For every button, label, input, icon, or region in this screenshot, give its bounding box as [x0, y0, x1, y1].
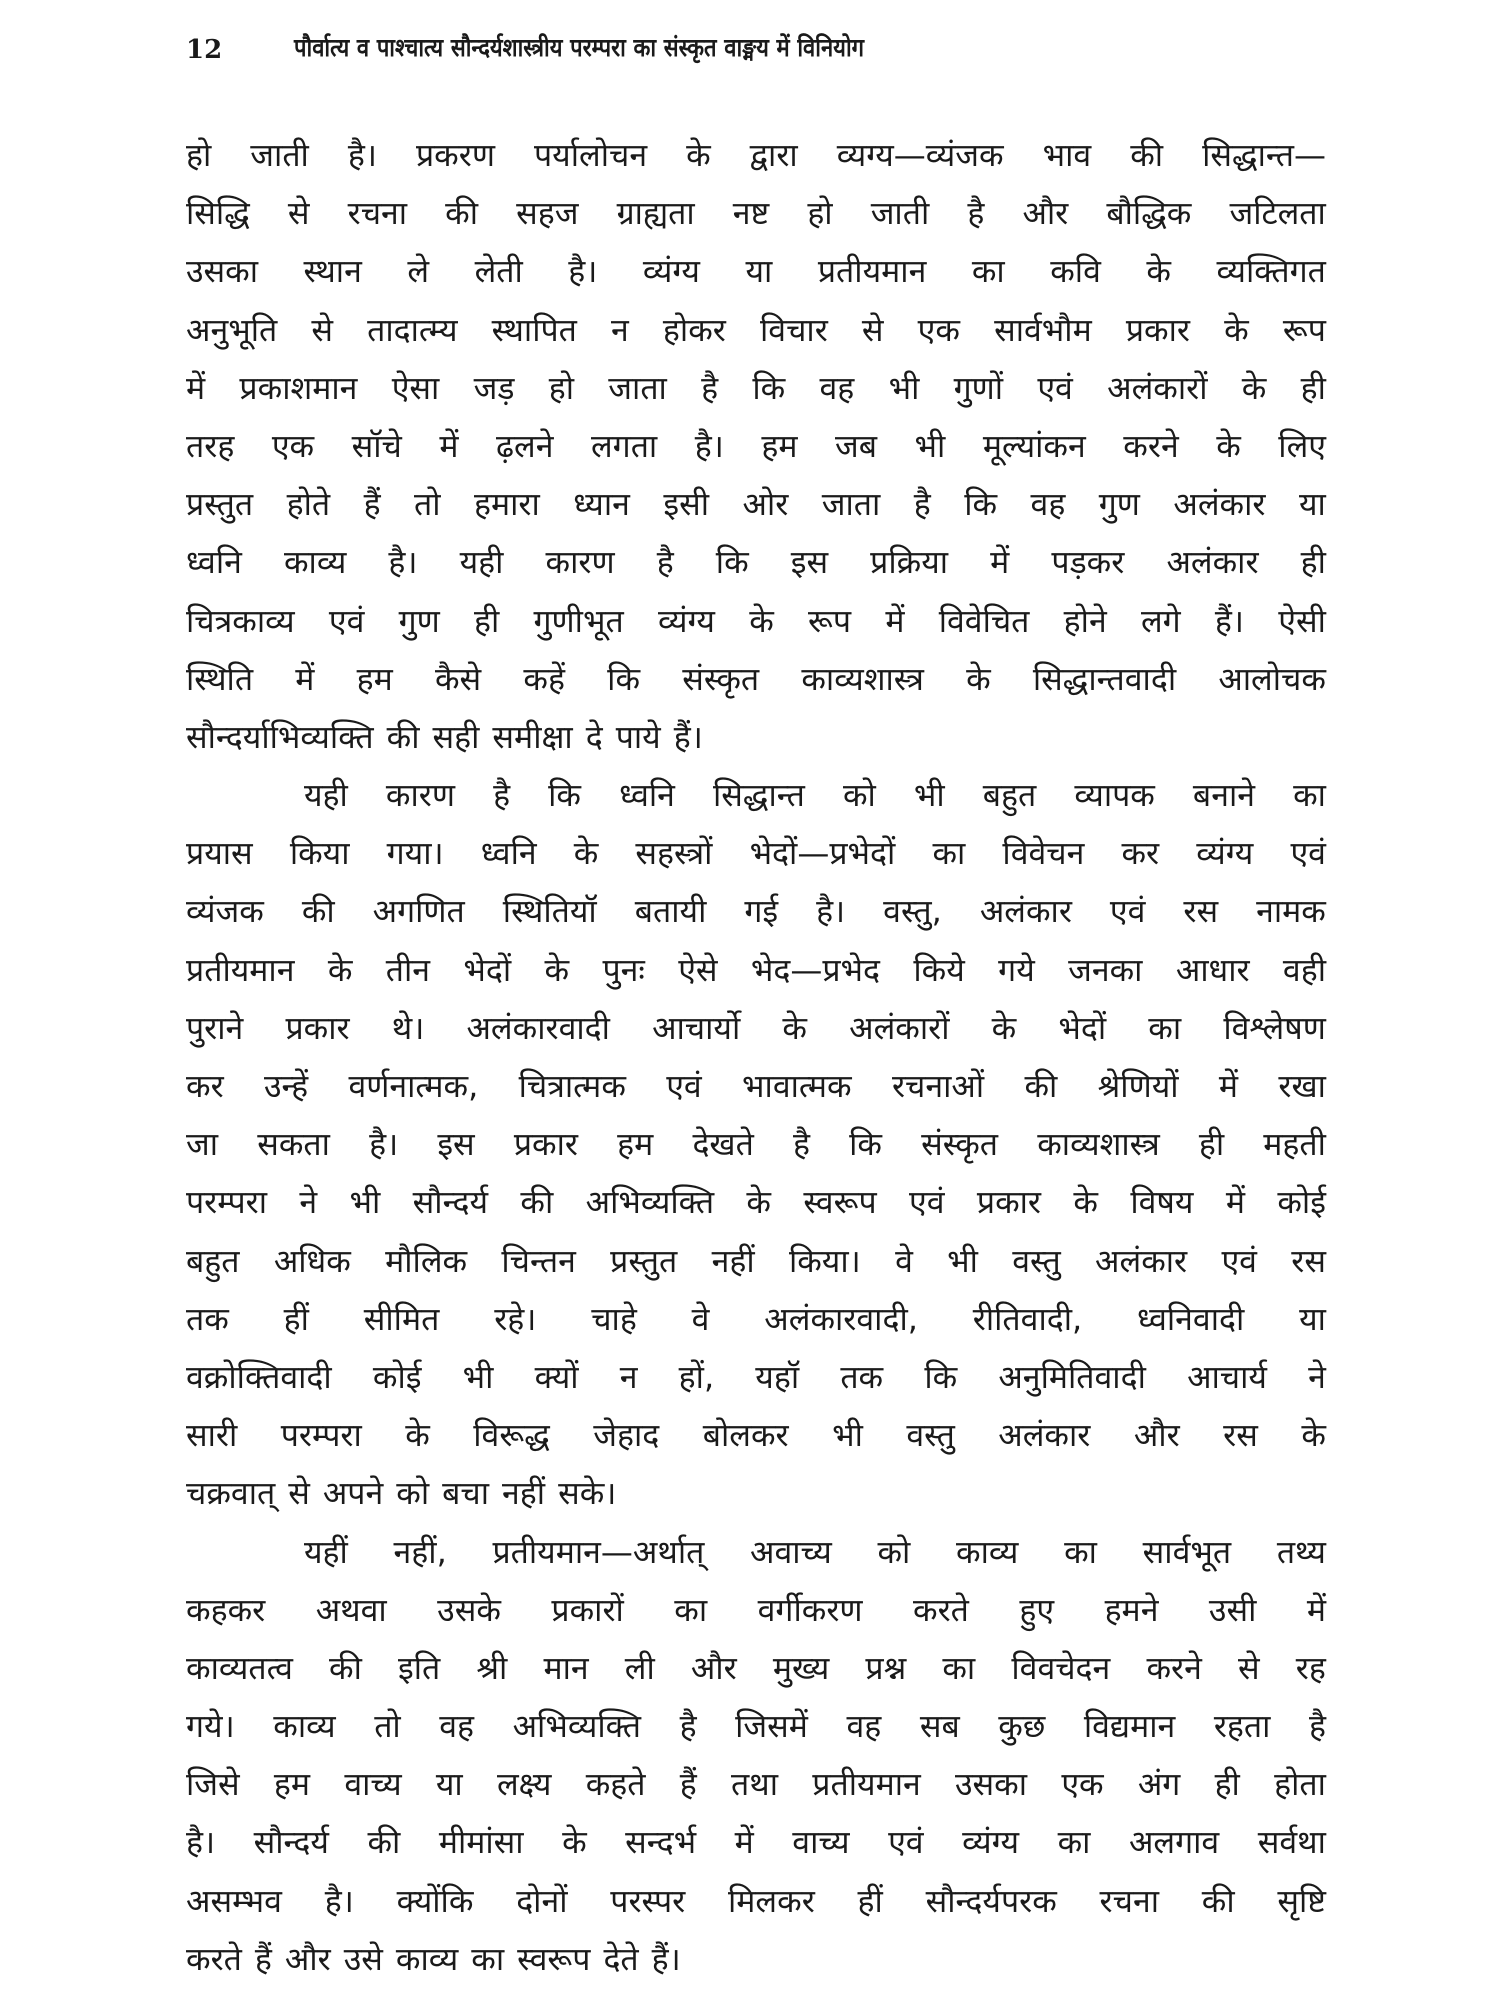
text-line: सारी परम्परा के विरूद्ध जेहाद बोलकर भी वस्तु अलंकार और रस के: [186, 1416, 1326, 1455]
text-line: ध्वनि काव्य है। यही कारण है कि इस प्रक्रिया में पड़कर अलंकार ही: [186, 543, 1326, 582]
text-line: चक्रवात् से अपने को बचा नहीं सके।: [186, 1474, 617, 1513]
text-line: है। सौन्दर्य की मीमांसा के सन्दर्भ में वाच्य एवं व्यंग्य का अलगाव सर्वथा: [186, 1823, 1326, 1862]
page-number: 12: [186, 35, 223, 65]
text-line: तक हीं सीमित रहे। चाहे वे अलंकारवादी, रीतिवादी, ध्वनिवादी या: [186, 1299, 1326, 1338]
text-line: चित्रकाव्य एवं गुण ही गुणीभूत व्यंग्य के रूप में विवेचित होने लगे हैं। ऐसी: [186, 601, 1326, 640]
text-line: जा सकता है। इस प्रकार हम देखते है कि संस्कृत काव्यशास्त्र ही महती: [186, 1125, 1326, 1164]
text-line: प्रयास किया गया। ध्वनि के सहस्त्रों भेदों—प्रभेदों का विवेचन कर व्यंग्य एवं: [186, 834, 1326, 873]
text-line: बहुत अधिक मौलिक चिन्तन प्रस्तुत नहीं किया। वे भी वस्तु अलंकार एवं रस: [186, 1241, 1326, 1280]
paragraph: [186, 766, 1326, 1522]
text-line: स्थिति में हम कैसे कहें कि संस्कृत काव्यशास्त्र के सिद्धान्तवादी आलोचक: [186, 659, 1326, 698]
text-line: प्रस्तुत होते हैं तो हमारा ध्यान इसी ओर जाता है कि वह गुण अलंकार या: [186, 485, 1326, 524]
text-line: में प्रकाशमान ऐसा जड़ हो जाता है कि वह भी गुणों एवं अलंकारों के ही: [186, 368, 1326, 407]
text-line: जिसे हम वाच्य या लक्ष्य कहते हैं तथा प्रतीयमान उसका एक अंग ही होता: [186, 1765, 1326, 1804]
paragraph: [186, 126, 1326, 766]
text-line: करते हैं और उसे काव्य का स्वरूप देते हैं।: [186, 1939, 681, 1978]
text-line: तरह एक सॉचे में ढ़लने लगता है। हम जब भी मूल्यांकन करने के लिए: [186, 426, 1326, 465]
body-text: [186, 126, 1326, 1988]
text-line: परम्परा ने भी सौन्दर्य की अभिव्यक्ति के स्वरूप एवं प्रकार के विषय में कोई: [186, 1183, 1326, 1222]
text-line: सिद्धि से रचना की सहज ग्राह्यता नष्ट हो जाती है और बौद्धिक जटिलता: [186, 194, 1326, 233]
text-line: गये। काव्य तो वह अभिव्यक्ति है जिसमें वह सब कुछ विद्यमान रहता है: [186, 1707, 1326, 1746]
text-line: उसका स्थान ले लेती है। व्यंग्य या प्रतीयमान का कवि के व्यक्तिगत: [186, 252, 1326, 291]
text-line: प्रतीयमान के तीन भेदों के पुनः ऐसे भेद—प्रभेद किये गये जनका आधार वही: [186, 950, 1326, 989]
text-line: पुराने प्रकार थे। अलंकारवादी आचार्यो के अलंकारों के भेदों का विश्लेषण: [186, 1008, 1326, 1047]
text-line: वक्रोक्तिवादी कोई भी क्यों न हों, यहॉ तक कि अनुमितिवादी आचार्य ने: [186, 1357, 1326, 1396]
running-head-title: पौर्वात्य व पाश्चात्य सौन्दर्यशास्त्रीय परम्परा का संस्कृत वाङ्मय में विनियोग: [294, 33, 865, 62]
text-line: यही कारण है कि ध्वनि सिद्धान्त को भी बहुत व्यापक बनाने का: [304, 776, 1326, 815]
text-line: काव्यतत्व की इति श्री मान ली और मुख्य प्रश्न का विवचेदन करने से रह: [186, 1648, 1326, 1687]
text-line: यहीं नहीं, प्रतीयमान—अर्थात् अवाच्य को काव्य का सार्वभूत तथ्य: [304, 1532, 1326, 1571]
paragraph: [186, 1523, 1326, 1989]
text-line: कहकर अथवा उसके प्रकारों का वर्गीकरण करते हुए हमने उसी में: [186, 1590, 1326, 1629]
running-head: [186, 30, 1326, 70]
text-line: असम्भव है। क्योंकि दोनों परस्पर मिलकर हीं सौन्दर्यपरक रचना की सृष्टि: [186, 1881, 1326, 1920]
text-line: हो जाती है। प्रकरण पर्यालोचन के द्वारा व्यग्य—व्यंजक भाव की सिद्धान्त—: [186, 136, 1326, 174]
text-line: व्यंजक की अगणित स्थितियॉ बतायी गई है। वस्तु, अलंकार एवं रस नामक: [186, 892, 1326, 931]
text-line: सौन्दर्याभिव्यक्ति की सही समीक्षा दे पाये हैं।: [186, 717, 703, 756]
text-line: अनुभूति से तादात्म्य स्थापित न होकर विचार से एक सार्वभौम प्रकार के रूप: [186, 310, 1326, 349]
text-line: कर उन्हें वर्णनात्मक, चित्रात्मक एवं भावात्मक रचनाओं की श्रेणियों में रखा: [186, 1067, 1326, 1105]
